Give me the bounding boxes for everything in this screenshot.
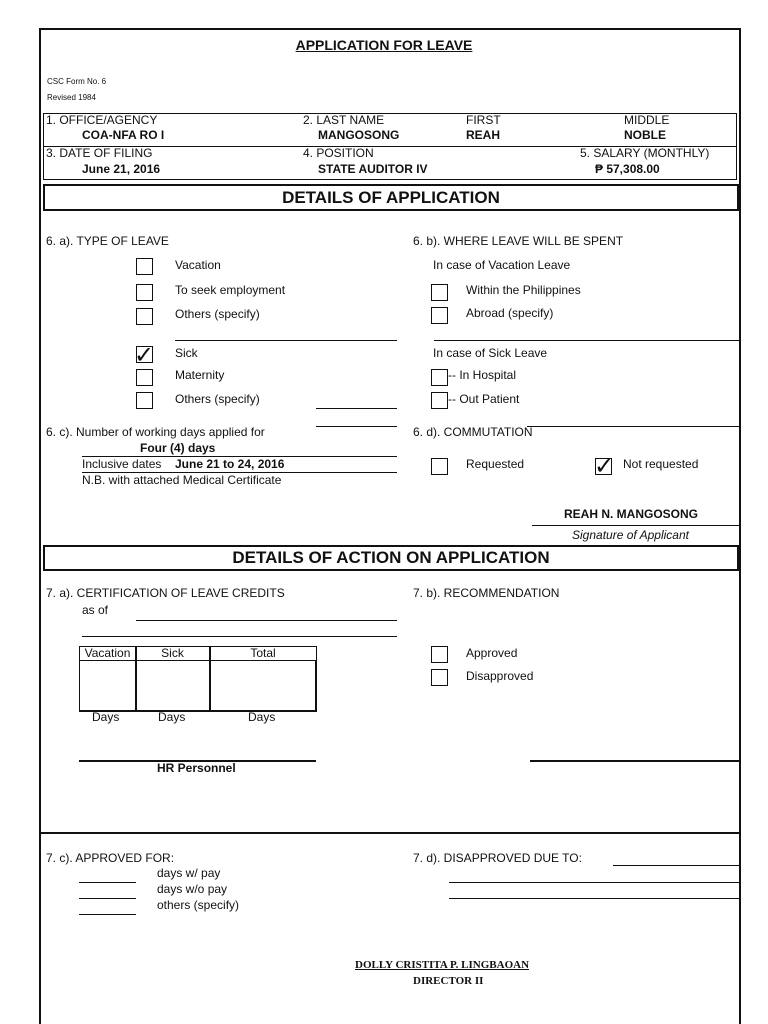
applicant-signature-caption: Signature of Applicant: [572, 528, 689, 542]
inclusive-dates-value: June 21 to 24, 2016: [175, 457, 285, 471]
others-specify-line: [79, 914, 136, 915]
col-vacation-header: Vacation: [84, 646, 131, 660]
certification-line: [82, 636, 397, 637]
as-of-line: [136, 620, 397, 621]
maternity-checkbox[interactable]: [136, 369, 153, 386]
abroad-checkbox[interactable]: [431, 307, 448, 324]
abroad-line: [434, 340, 739, 341]
commutation-label: 6. d). COMMUTATION: [413, 425, 533, 439]
others-vacation-label: Others (specify): [175, 307, 260, 321]
disapproved-due-line-3: [449, 898, 739, 899]
sick-days-label: Days: [158, 710, 186, 724]
approved-checkbox[interactable]: [431, 646, 448, 663]
within-philippines-checkbox[interactable]: [431, 284, 448, 301]
director-name: DOLLY CRISTITA P. LINGBAOAN: [355, 959, 530, 971]
seek-employment-label: To seek employment: [175, 283, 286, 297]
revised-date: Revised 1984: [47, 93, 96, 102]
inclusive-dates-label: Inclusive dates: [82, 457, 162, 471]
vacation-days-label: Days: [92, 710, 120, 724]
form-title: APPLICATION FOR LEAVE: [295, 37, 473, 53]
salary-label: 5. SALARY (MONTHLY): [580, 146, 710, 160]
out-patient-checkbox[interactable]: [431, 392, 448, 409]
form-top-border: [39, 28, 741, 30]
date-of-filing-value: June 21, 2016: [82, 162, 161, 176]
working-days-value: Four (4) days: [140, 441, 216, 455]
disapproved-label: Disapproved: [466, 669, 534, 683]
salary-value: ₱ 57,308.00: [595, 162, 660, 176]
maternity-label: Maternity: [175, 368, 225, 382]
others-sick-line: [316, 408, 397, 409]
where-leave-spent-label: 6. b). WHERE LEAVE WILL BE SPENT: [413, 234, 624, 248]
with-pay-line: [79, 882, 136, 883]
type-of-leave-label: 6. a). TYPE OF LEAVE: [46, 234, 169, 248]
within-philippines-label: Within the Philippines: [466, 283, 581, 297]
disapproved-due-line-1: [613, 865, 739, 866]
working-days-label: 6. c). Number of working days applied for: [46, 425, 265, 439]
others-sick-label: Others (specify): [175, 392, 260, 406]
days-with-pay-label: days w/ pay: [157, 866, 221, 880]
last-name-value: MANGOSONG: [318, 128, 400, 142]
as-of-label: as of: [82, 603, 109, 617]
days-without-pay-label: days w/o pay: [157, 882, 228, 896]
vacation-checkbox[interactable]: [136, 258, 153, 275]
medical-certificate-note: N.B. with attached Medical Certificate: [82, 473, 282, 487]
others-sick-checkbox[interactable]: [136, 392, 153, 409]
certification-label: 7. a). CERTIFICATION OF LEAVE CREDITS: [46, 586, 285, 600]
others-vacation-checkbox[interactable]: [136, 308, 153, 325]
approved-label: Approved: [466, 646, 518, 660]
not-requested-check-icon: ✓: [594, 453, 615, 480]
applicant-signature-line: [532, 525, 739, 526]
position-label: 4. POSITION: [303, 146, 374, 160]
others-specify-label: others (specify): [157, 898, 240, 912]
disapproved-checkbox[interactable]: [431, 669, 448, 686]
requested-checkbox[interactable]: [431, 458, 448, 475]
recommendation-signature-line: [530, 760, 739, 762]
requested-label: Requested: [466, 457, 525, 471]
not-requested-label: Not requested: [623, 457, 699, 471]
first-name-value: REAH: [466, 128, 501, 142]
col-sick-header: Sick: [161, 646, 184, 660]
without-pay-line: [79, 898, 136, 899]
credits-table-header-divider: [79, 660, 317, 661]
in-hospital-checkbox[interactable]: [431, 369, 448, 386]
credits-table-right-border: [315, 660, 317, 712]
form-right-border: [739, 28, 741, 1024]
recommendation-label: 7. b). RECOMMENDATION: [413, 586, 560, 600]
out-patient-label: -- Out Patient: [448, 392, 520, 406]
col-total-header: Total: [250, 646, 276, 660]
position-value: STATE AUDITOR IV: [318, 162, 428, 176]
vacation-case-label: In case of Vacation Leave: [433, 258, 571, 272]
total-days-label: Days: [248, 710, 276, 724]
sick-check-icon: ✓: [134, 342, 155, 369]
abroad-label: Abroad (specify): [466, 306, 554, 320]
details-of-action-heading: DETAILS OF ACTION ON APPLICATION: [43, 545, 739, 571]
applicant-name: REAH N. MANGOSONG: [564, 507, 699, 521]
approved-for-label: 7. c). APPROVED FOR:: [46, 851, 175, 865]
middle-name-value: NOBLE: [624, 128, 666, 142]
office-value: COA-NFA RO I: [82, 128, 165, 142]
first-name-label: FIRST: [466, 113, 501, 127]
seek-employment-checkbox[interactable]: [136, 284, 153, 301]
others-vacation-line: [175, 340, 397, 341]
vacation-label: Vacation: [175, 258, 221, 272]
sick-case-label: In case of Sick Leave: [433, 346, 548, 360]
commutation-line: [527, 426, 739, 427]
hr-personnel-label: HR Personnel: [157, 761, 236, 775]
last-name-label: 2. LAST NAME: [303, 113, 385, 127]
office-label: 1. OFFICE/AGENCY: [46, 113, 158, 127]
form-left-border: [39, 28, 41, 1024]
working-days-line: [316, 426, 397, 427]
section-divider: [39, 832, 741, 834]
disapproved-due-label: 7. d). DISAPPROVED DUE TO:: [413, 851, 582, 865]
director-title: DIRECTOR II: [413, 975, 484, 987]
middle-name-label: MIDDLE: [624, 113, 670, 127]
details-of-application-heading: DETAILS OF APPLICATION: [43, 184, 739, 211]
csc-form-number: CSC Form No. 6: [47, 77, 107, 86]
in-hospital-label: -- In Hospital: [448, 368, 517, 382]
disapproved-due-line-2: [449, 882, 739, 883]
date-of-filing-label: 3. DATE OF FILING: [46, 146, 153, 160]
sick-label: Sick: [175, 346, 198, 360]
